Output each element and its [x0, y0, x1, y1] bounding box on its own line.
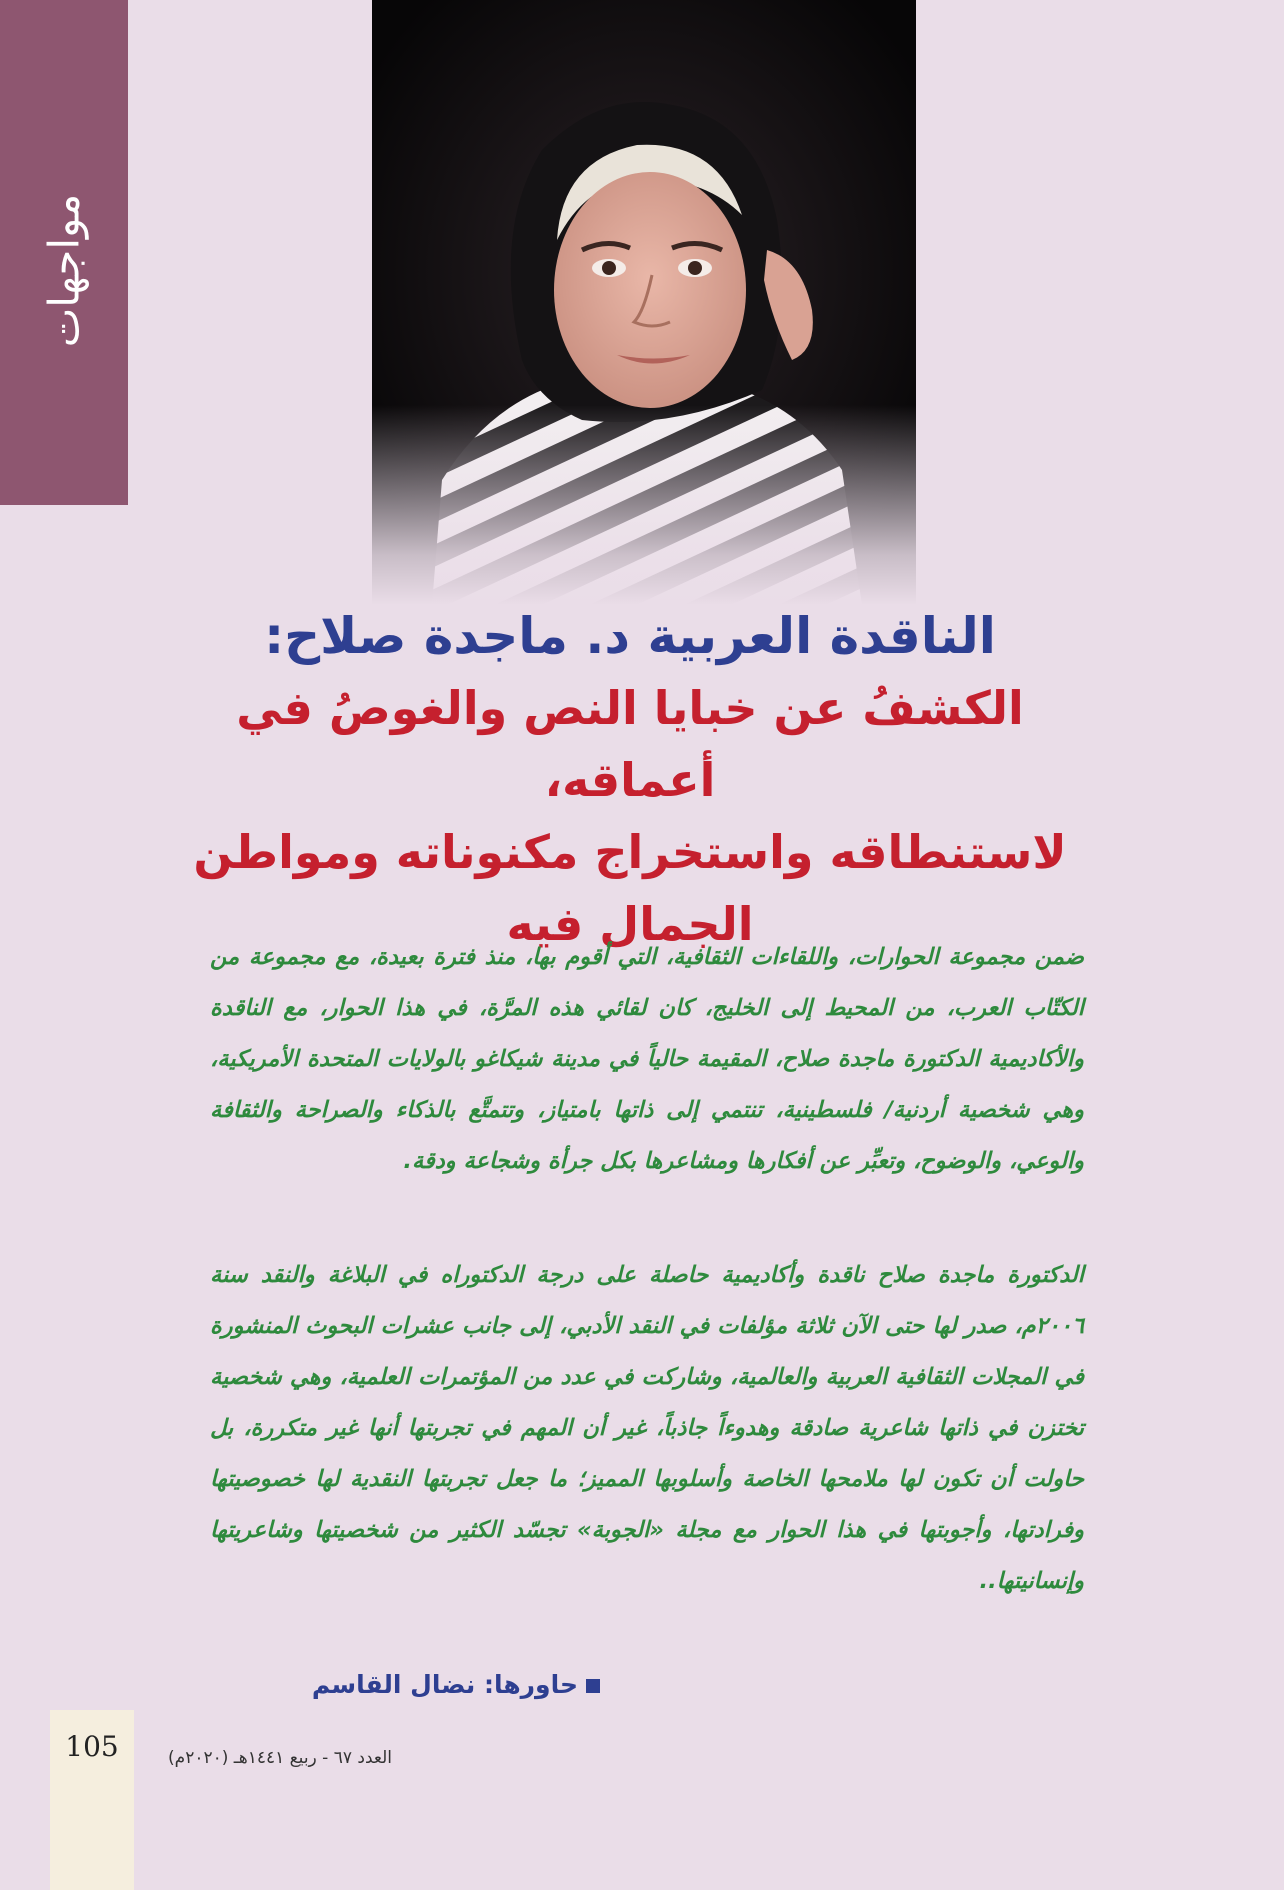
article-headline: [180, 600, 1080, 960]
byline: [200, 1670, 600, 1699]
issue-info: العدد ٦٧ - ربيع ١٤٤١هـ (٢٠٢٠م): [168, 1748, 392, 1768]
page-number: 105: [65, 1730, 119, 1763]
headline-subtitle-line: لاستنطاقه واستخراج مكنوناته ومواطن: [193, 825, 1067, 879]
headline-subtitle-line: الكشفُ عن خبايا النص والغوصُ في أعماقه،: [236, 681, 1024, 807]
section-tab-label-wrap: [0, 70, 128, 470]
portrait-photo: [372, 0, 916, 605]
square-bullet-icon: [586, 1679, 600, 1693]
intro-paragraph-text: ضمن مجموعة الحوارات، واللقاءات الثقافية، التي أقوم بها، منذ فترة بعيدة، مع مجموعة من الكتّاب العرب، من المحيط إلى الخليج، كان لقائي هذه المرَّة، في هذا الحوار، مع الناقدة والأكاديمية الدكتورة ماجدة صلاح، المقيمة حالياً في مدينة شيكاغو بالولايات المتحدة الأمريكية، وهي شخصية أردنية/ فلسطينية، تنتمي إلى ذاتها بامتياز، وتتمتَّع بالذكاء والصراحة والثقافة والوعي، والوضوح، وتعبِّر عن أفكارها ومشاعرها بكل جرأة وشجاعة ودقة.: [210, 944, 1084, 1174]
intro-paragraph-text: الدكتورة ماجدة صلاح ناقدة وأكاديمية حاصلة على درجة الدكتوراه في البلاغة والنقد سنة ٢٠٠٦م، صدر لها حتى الآن ثلاثة مؤلفات في النقد الأدبي، إلى جانب عشرات البحوث المنشورة في المجلات الثقافية العربية والعالمية، وشاركت في عدد من المؤتمرات العلمية، وهي شخصية تختزن في ذاتها شاعرية صادقة وهدوءاً جاذباً، غير أن المهم في تجربتها أنها غير متكررة، بل حاولت أن تكون لها ملامحها الخاصة وأسلوبها المميز؛ ما جعل تجربتها النقدية لها خصوصيتها وفرادتها، وأجوبتها في هذا الحوار مع مجلة «الجوبة» تجسّد الكثير من شخصيتها وشاعريتها وإنسانيتها..: [210, 1262, 1084, 1594]
section-label: مواجهات: [39, 193, 89, 347]
intro-paragraph-1: [210, 932, 1084, 1187]
byline-text: حاورها: نضال القاسم: [311, 1670, 578, 1699]
photo-fade: [372, 405, 916, 605]
headline-name: الناقدة العربية د. ماجدة صلاح:: [264, 607, 996, 665]
headline-subtitle-line: الجمال فيه: [506, 897, 754, 951]
intro-paragraph-2: [210, 1250, 1084, 1607]
